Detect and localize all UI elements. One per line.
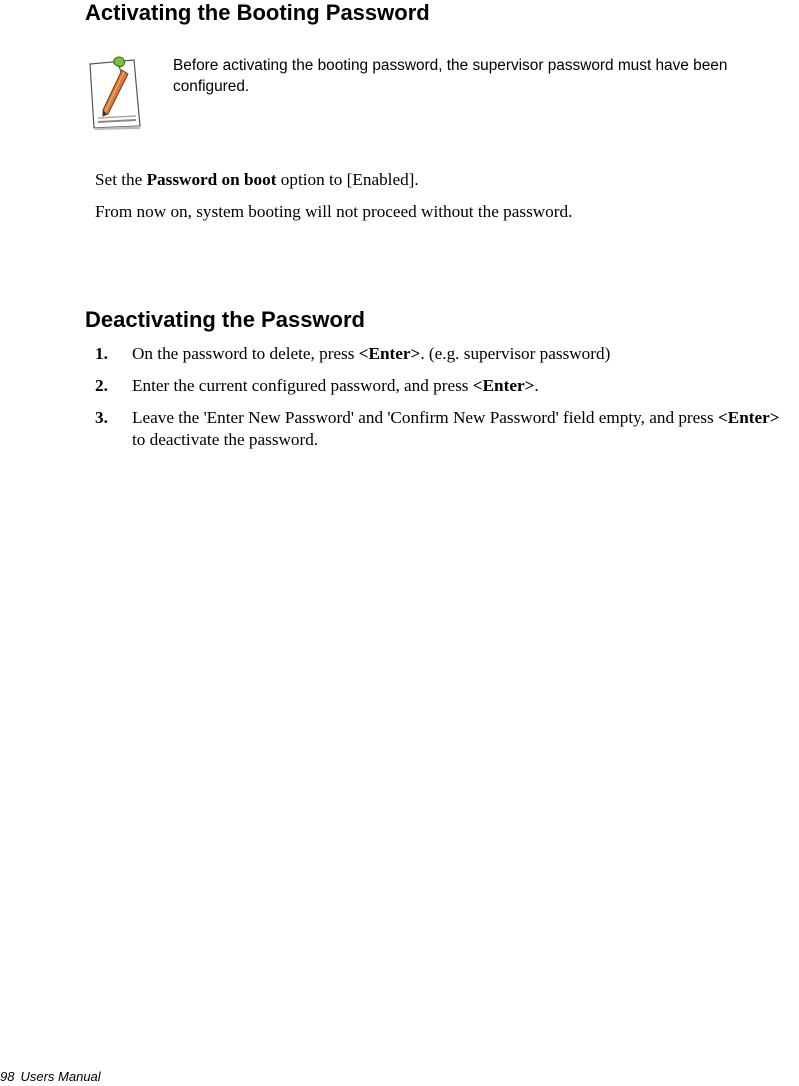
- step-text: [132, 375, 795, 397]
- step-text: [132, 407, 795, 451]
- step-text-pre: Enter the current configured password, and press: [132, 376, 473, 395]
- key-name: <Enter>: [472, 376, 535, 395]
- key-name: <Enter>: [717, 408, 780, 427]
- manual-title: Users Manual: [20, 1069, 101, 1084]
- paragraph-suffix: option to [Enabled].: [276, 170, 419, 189]
- page-footer: [0, 1069, 101, 1085]
- key-name: <Enter>: [358, 344, 421, 363]
- page-number: 98: [0, 1069, 15, 1084]
- paragraph-set-option: [95, 169, 419, 191]
- step-text-pre: On the password to delete, press: [132, 344, 359, 363]
- step-number: 2.: [95, 376, 108, 395]
- section-heading-deactivating: Deactivating the Password: [85, 307, 365, 332]
- paragraph-prefix: Set the: [95, 170, 147, 189]
- step-text: [132, 343, 795, 365]
- section-heading-activating: Activating the Booting Password: [85, 0, 430, 25]
- note-text: Before activating the booting password, the supervisor password must have been configured.: [173, 57, 728, 95]
- step-number: 3.: [95, 408, 108, 427]
- note-pencil-icon: [86, 56, 142, 130]
- step-text-post: . (e.g. supervisor password): [420, 344, 611, 363]
- option-name: Password on boot: [146, 170, 277, 189]
- paragraph-from-now-on: From now on, system booting will not proceed without the password.: [95, 202, 573, 221]
- step-text-pre: Leave the 'Enter New Password' and 'Confirm New Password' field empty, and press: [132, 408, 718, 427]
- step-text-post: to deactivate the password.: [132, 430, 319, 449]
- step-number: 1.: [95, 344, 108, 363]
- step-text-post: .: [534, 376, 539, 395]
